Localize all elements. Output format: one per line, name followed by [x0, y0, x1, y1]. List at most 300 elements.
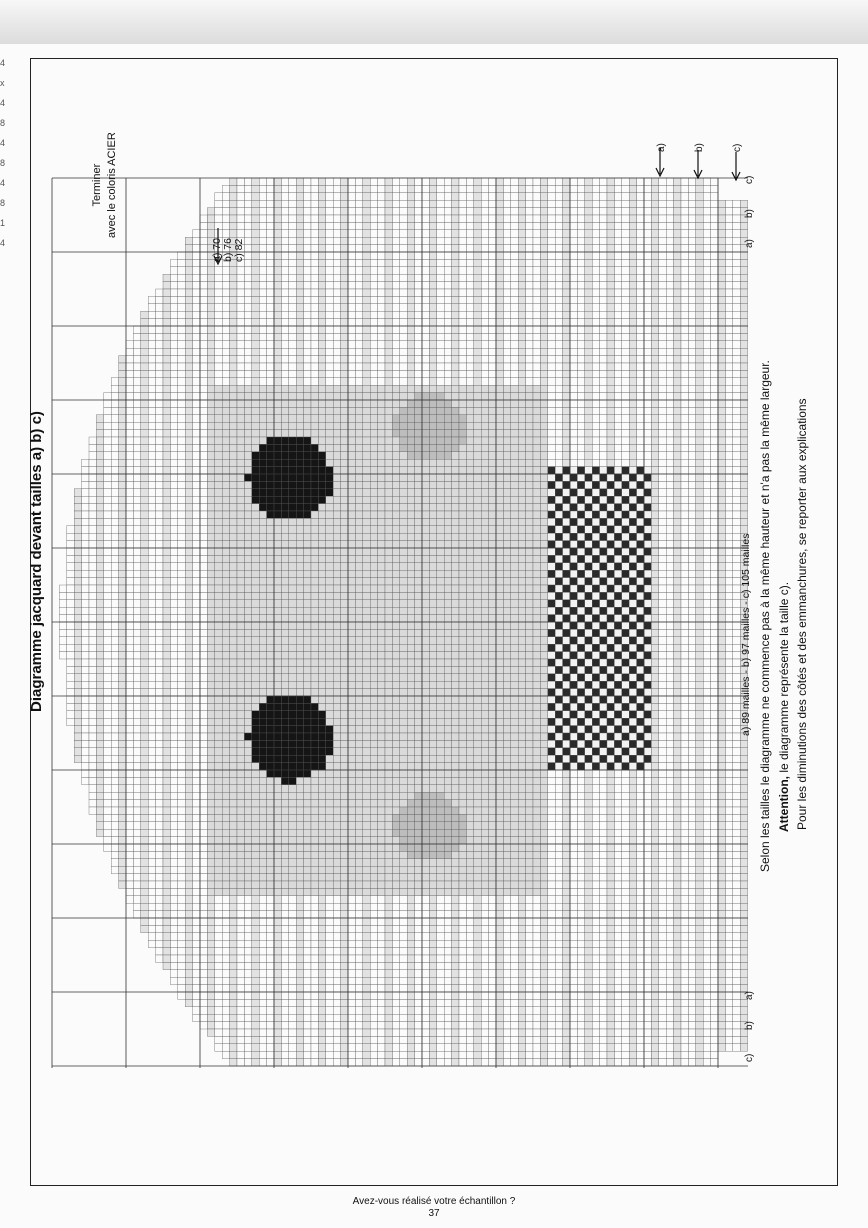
grid-cell: [259, 356, 266, 363]
grid-cell: [133, 570, 140, 577]
grid-cell: [355, 748, 362, 755]
grid-cell: [296, 474, 303, 481]
grid-cell: [400, 881, 407, 888]
grid-cell: [296, 1029, 303, 1036]
grid-cell: [311, 245, 318, 252]
grid-cell: [230, 208, 237, 215]
grid-cell: [355, 296, 362, 303]
grid-cell: [222, 570, 229, 577]
grid-cell: [370, 496, 377, 503]
grid-cell: [244, 444, 251, 451]
grid-cell: [289, 814, 296, 821]
grid-cell: [193, 874, 200, 881]
grid-cell: [415, 341, 422, 348]
grid-cell: [185, 570, 192, 577]
grid-cell: [141, 452, 148, 459]
grid-cell: [407, 874, 414, 881]
grid-cell: [311, 430, 318, 437]
grid-cell: [207, 940, 214, 947]
grid-cell: [104, 489, 111, 496]
grid-cell: [104, 430, 111, 437]
grid-cell: [318, 1036, 325, 1043]
grid-cell: [341, 637, 348, 644]
grid-cell: [355, 600, 362, 607]
grid-cell: [318, 348, 325, 355]
grid-cell: [318, 644, 325, 651]
grid-cell: [333, 600, 340, 607]
grid-cell: [67, 718, 74, 725]
grid-cell: [185, 452, 192, 459]
grid-cell: [230, 222, 237, 229]
grid-cell: [333, 644, 340, 651]
grid-cell: [163, 933, 170, 940]
grid-cell: [156, 326, 163, 333]
grid-cell: [237, 208, 244, 215]
grid-cell: [281, 385, 288, 392]
grid-cell: [274, 881, 281, 888]
grid-cell: [289, 962, 296, 969]
grid-cell: [281, 925, 288, 932]
grid-cell: [207, 1029, 214, 1036]
grid-cell: [296, 481, 303, 488]
grid-cell: [355, 800, 362, 807]
grid-cell: [385, 1014, 392, 1021]
grid-cell: [156, 592, 163, 599]
grid-cell: [244, 555, 251, 562]
grid-cell: [126, 703, 133, 710]
grid-cell: [215, 474, 222, 481]
grid-cell: [156, 304, 163, 311]
grid-cell: [141, 763, 148, 770]
grid-cell: [415, 208, 422, 215]
grid-cell: [215, 378, 222, 385]
grid-cell: [200, 748, 207, 755]
grid-cell: [141, 733, 148, 740]
grid-cell: [237, 370, 244, 377]
grid-cell: [259, 933, 266, 940]
grid-cell: [200, 985, 207, 992]
grid-cell: [333, 703, 340, 710]
grid-cell: [348, 208, 355, 215]
grid-cell: [222, 851, 229, 858]
grid-cell: [289, 259, 296, 266]
grid-cell: [326, 800, 333, 807]
grid-cell: [252, 282, 259, 289]
grid-cell: [126, 881, 133, 888]
grid-cell: [111, 770, 118, 777]
grid-cell: [378, 777, 385, 784]
grid-cell: [311, 755, 318, 762]
grid-cell: [156, 526, 163, 533]
grid-cell: [82, 733, 89, 740]
grid-cell: [193, 592, 200, 599]
grid-cell: [67, 696, 74, 703]
grid-cell: [392, 1051, 399, 1058]
grid-cell: [244, 888, 251, 895]
grid-cell: [341, 859, 348, 866]
grid-cell: [304, 430, 311, 437]
grid-cell: [407, 925, 414, 932]
grid-cell: [318, 370, 325, 377]
grid-cell: [400, 385, 407, 392]
grid-cell: [252, 1029, 259, 1036]
grid-cell: [318, 1022, 325, 1029]
grid-cell: [355, 304, 362, 311]
grid-cell: [378, 385, 385, 392]
grid-cell: [267, 1007, 274, 1014]
grid-cell: [252, 844, 259, 851]
grid-cell: [185, 896, 192, 903]
grid-cell: [392, 755, 399, 762]
grid-cell: [378, 955, 385, 962]
grid-cell: [207, 851, 214, 858]
grid-cell: [400, 740, 407, 747]
grid-cell: [333, 333, 340, 340]
grid-cell: [422, 600, 429, 607]
grid-cell: [318, 866, 325, 873]
grid-cell: [318, 533, 325, 540]
grid-cell: [244, 637, 251, 644]
grid-cell: [237, 874, 244, 881]
grid-cell: [400, 541, 407, 548]
grid-cell: [148, 607, 155, 614]
grid-cell: [355, 548, 362, 555]
grid-cell: [304, 208, 311, 215]
grid-cell: [341, 474, 348, 481]
grid-cell: [244, 977, 251, 984]
grid-cell: [274, 563, 281, 570]
grid-cell: [74, 652, 81, 659]
grid-cell: [185, 718, 192, 725]
grid-cell: [363, 888, 370, 895]
grid-cell: [178, 548, 185, 555]
grid-cell: [326, 548, 333, 555]
grid-cell: [304, 1022, 311, 1029]
grid-cell: [207, 674, 214, 681]
grid-cell: [318, 807, 325, 814]
grid-cell: [296, 548, 303, 555]
grid-cell: [178, 600, 185, 607]
grid-cell: [222, 807, 229, 814]
grid-cell: [304, 992, 311, 999]
grid-cell: [415, 814, 422, 821]
grid-cell: [126, 874, 133, 881]
grid-cell: [156, 467, 163, 474]
grid-cell: [178, 726, 185, 733]
grid-cell: [126, 541, 133, 548]
grid-cell: [67, 711, 74, 718]
grid-cell: [237, 985, 244, 992]
grid-cell: [89, 548, 96, 555]
grid-cell: [422, 370, 429, 377]
grid-cell: [392, 822, 399, 829]
grid-cell: [156, 452, 163, 459]
grid-cell: [156, 504, 163, 511]
grid-cell: [193, 289, 200, 296]
grid-cell: [318, 652, 325, 659]
grid-cell: [311, 444, 318, 451]
grid-cell: [237, 333, 244, 340]
grid-cell: [385, 703, 392, 710]
grid-cell: [281, 378, 288, 385]
grid-cell: [363, 1022, 370, 1029]
grid-cell: [111, 763, 118, 770]
grid-cell: [215, 311, 222, 318]
grid-cell: [200, 874, 207, 881]
grid-cell: [259, 681, 266, 688]
grid-cell: [230, 948, 237, 955]
grid-cell: [407, 511, 414, 518]
grid-cell: [363, 881, 370, 888]
grid-cell: [96, 489, 103, 496]
grid-cell: [363, 607, 370, 614]
grid-cell: [289, 807, 296, 814]
grid-cell: [400, 185, 407, 192]
grid-cell: [304, 481, 311, 488]
grid-cell: [326, 1014, 333, 1021]
grid-cell: [296, 311, 303, 318]
grid-cell: [289, 267, 296, 274]
grid-cell: [259, 311, 266, 318]
grid-cell: [126, 896, 133, 903]
grid-cell: [200, 822, 207, 829]
grid-cell: [156, 348, 163, 355]
grid-cell: [207, 615, 214, 622]
grid-cell: [415, 763, 422, 770]
grid-cell: [82, 748, 89, 755]
grid-cell: [252, 652, 259, 659]
grid-cell: [304, 282, 311, 289]
grid-cell: [244, 918, 251, 925]
grid-cell: [296, 1036, 303, 1043]
grid-cell: [311, 955, 318, 962]
grid-cell: [111, 585, 118, 592]
grid-cell: [237, 282, 244, 289]
grid-cell: [259, 1044, 266, 1051]
grid-cell: [370, 1014, 377, 1021]
grid-cell: [378, 999, 385, 1006]
grid-cell: [326, 970, 333, 977]
grid-cell: [281, 896, 288, 903]
grid-cell: [74, 563, 81, 570]
grid-cell: [400, 992, 407, 999]
grid-cell: [259, 629, 266, 636]
grid-cell: [215, 874, 222, 881]
grid-cell: [74, 578, 81, 585]
grid-cell: [170, 370, 177, 377]
grid-cell: [193, 637, 200, 644]
grid-cell: [207, 733, 214, 740]
grid-cell: [378, 319, 385, 326]
grid-cell: [385, 792, 392, 799]
grid-cell: [289, 955, 296, 962]
grid-cell: [296, 689, 303, 696]
grid-cell: [215, 985, 222, 992]
grid-cell: [200, 807, 207, 814]
grid-cell: [385, 755, 392, 762]
grid-cell: [304, 851, 311, 858]
grid-cell: [185, 666, 192, 673]
grid-cell: [392, 585, 399, 592]
grid-cell: [163, 652, 170, 659]
grid-cell: [163, 400, 170, 407]
grid-cell: [252, 437, 259, 444]
grid-cell: [133, 800, 140, 807]
grid-cell: [237, 962, 244, 969]
grid-cell: [281, 452, 288, 459]
grid-cell: [281, 770, 288, 777]
grid-cell: [163, 740, 170, 747]
grid-cell: [289, 711, 296, 718]
grid-cell: [259, 274, 266, 281]
grid-cell: [415, 400, 422, 407]
grid-cell: [281, 1007, 288, 1014]
grid-cell: [318, 541, 325, 548]
grid-cell: [281, 422, 288, 429]
grid-cell: [200, 393, 207, 400]
grid-cell: [333, 311, 340, 318]
grid-cell: [156, 296, 163, 303]
grid-cell: [244, 178, 251, 185]
grid-cell: [378, 370, 385, 377]
grid-cell: [252, 222, 259, 229]
grid-cell: [200, 629, 207, 636]
grid-cell: [267, 555, 274, 562]
grid-cell: [259, 888, 266, 895]
grid-cell: [156, 319, 163, 326]
grid-cell: [207, 681, 214, 688]
grid-cell: [215, 718, 222, 725]
grid-cell: [89, 718, 96, 725]
grid-cell: [133, 888, 140, 895]
grid-cell: [185, 393, 192, 400]
grid-cell: [422, 222, 429, 229]
grid-cell: [311, 348, 318, 355]
grid-cell: [304, 1007, 311, 1014]
grid-cell: [89, 763, 96, 770]
grid-cell: [333, 489, 340, 496]
grid-cell: [89, 659, 96, 666]
grid-cell: [215, 866, 222, 873]
grid-cell: [370, 800, 377, 807]
grid-cell: [318, 193, 325, 200]
grid-cell: [311, 215, 318, 222]
grid-cell: [289, 370, 296, 377]
grid-cell: [392, 674, 399, 681]
grid-cell: [363, 563, 370, 570]
grid-cell: [400, 393, 407, 400]
grid-cell: [363, 326, 370, 333]
grid-cell: [304, 541, 311, 548]
grid-cell: [222, 844, 229, 851]
grid-cell: [281, 703, 288, 710]
grid-cell: [252, 674, 259, 681]
grid-cell: [200, 607, 207, 614]
grid-cell: [296, 681, 303, 688]
grid-cell: [193, 703, 200, 710]
grid-cell: [119, 548, 126, 555]
grid-cell: [326, 452, 333, 459]
grid-cell: [341, 541, 348, 548]
grid-cell: [348, 733, 355, 740]
grid-cell: [355, 289, 362, 296]
grid-cell: [178, 755, 185, 762]
grid-cell: [215, 674, 222, 681]
grid-cell: [111, 393, 118, 400]
grid-cell: [348, 674, 355, 681]
grid-cell: [200, 1007, 207, 1014]
grid-cell: [244, 644, 251, 651]
grid-cell: [333, 940, 340, 947]
grid-cell: [96, 814, 103, 821]
grid-cell: [274, 814, 281, 821]
grid-cell: [407, 970, 414, 977]
grid-cell: [244, 607, 251, 614]
grid-cell: [141, 511, 148, 518]
grid-cell: [148, 548, 155, 555]
grid-cell: [385, 718, 392, 725]
grid-cell: [296, 289, 303, 296]
grid-cell: [311, 407, 318, 414]
grid-cell: [333, 652, 340, 659]
grid-cell: [259, 267, 266, 274]
grid-cell: [311, 363, 318, 370]
grid-cell: [193, 474, 200, 481]
grid-cell: [385, 763, 392, 770]
grid-cell: [370, 829, 377, 836]
grid-cell: [215, 274, 222, 281]
grid-cell: [200, 888, 207, 895]
grid-cell: [185, 489, 192, 496]
grid-cell: [163, 874, 170, 881]
grid-cell: [230, 378, 237, 385]
grid-cell: [119, 607, 126, 614]
grid-cell: [311, 1059, 318, 1066]
grid-cell: [274, 637, 281, 644]
grid-cell: [274, 385, 281, 392]
grid-cell: [267, 230, 274, 237]
grid-cell: [407, 348, 414, 355]
grid-cell: [326, 356, 333, 363]
grid-cell: [311, 622, 318, 629]
grid-cell: [222, 755, 229, 762]
grid-cell: [119, 474, 126, 481]
grid-cell: [363, 555, 370, 562]
grid-cell: [230, 977, 237, 984]
grid-cell: [318, 629, 325, 636]
grid-cell: [318, 607, 325, 614]
grid-cell: [215, 829, 222, 836]
grid-cell: [193, 578, 200, 585]
grid-cell: [415, 252, 422, 259]
grid-cell: [281, 948, 288, 955]
grid-cell: [370, 1051, 377, 1058]
grid-cell: [422, 178, 429, 185]
grid-cell: [170, 896, 177, 903]
grid-cell: [230, 874, 237, 881]
grid-cell: [252, 911, 259, 918]
grid-cell: [304, 1044, 311, 1051]
grid-cell: [370, 333, 377, 340]
grid-cell: [126, 511, 133, 518]
grid-cell: [341, 215, 348, 222]
grid-cell: [289, 356, 296, 363]
grid-cell: [378, 555, 385, 562]
grid-cell: [281, 733, 288, 740]
grid-cell: [252, 178, 259, 185]
grid-cell: [370, 422, 377, 429]
grid-cell: [163, 452, 170, 459]
